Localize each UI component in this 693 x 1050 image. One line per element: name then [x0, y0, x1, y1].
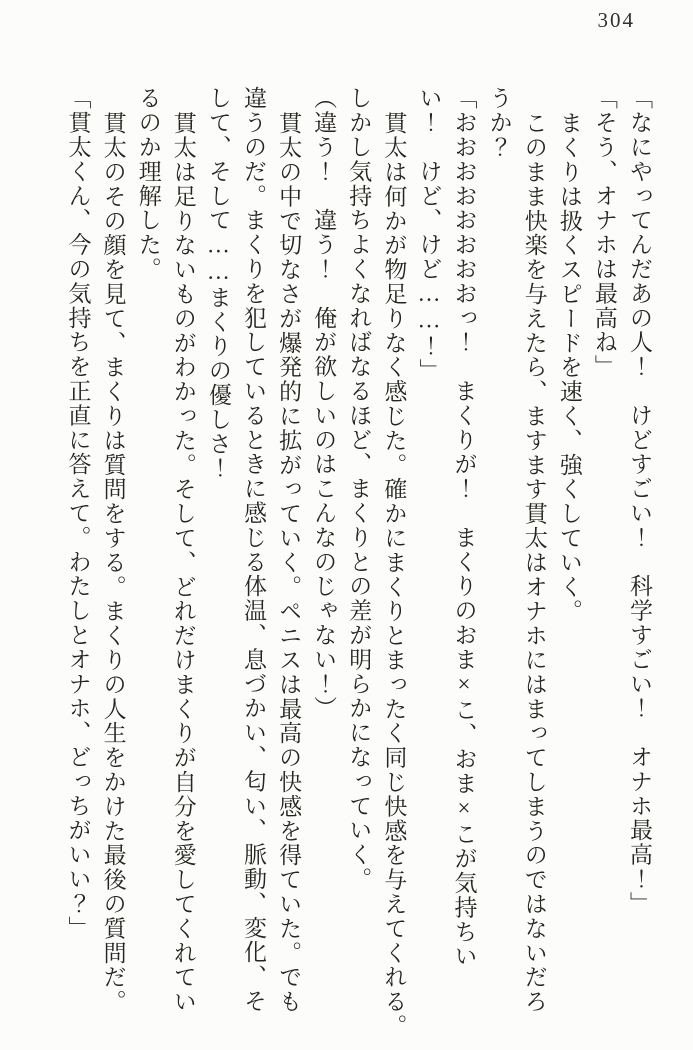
- text-line: 違うのだ。まくりを犯しているときに感じる体温、息づかい、匂い、脈動、変化、そ: [240, 86, 266, 1014]
- text-line: い！ けど、けど……！」: [416, 86, 442, 383]
- text-line: まくりは扱くスピードを速く、強くしていく。: [556, 110, 582, 623]
- text-line: 「貫太くん、今の気持ちを正直に答えて。わたしとオナホ、どっちがいい？」: [65, 86, 91, 940]
- text-line: るのか理解した。: [135, 86, 161, 282]
- text-line: 「なにやってんだあの人！ けどすごい！ 科学すごい！ オナホ最高！」: [627, 86, 652, 916]
- text-line: 貫太のその顔を見て、まくりは質問をする。まくりの人生をかけた最後の質問だ。: [100, 110, 126, 1014]
- text-line: 「そう、オナホは最高ね」: [591, 86, 617, 379]
- text-line: して、そして……まくりの優しさ！: [205, 86, 231, 481]
- text-line: 貫太の中で切なさが爆発的に拡がっていく。ペニスは最高の快感を得ていた。でも: [276, 110, 302, 1014]
- text-line: 貫太は足りないものがわかった。そして、どれだけまくりが自分を愛してくれてい: [170, 110, 196, 1014]
- text-line: このまま快楽を与えたら、ますます貫太はオナホにはまってしまうのではないだろ: [521, 110, 547, 1014]
- text-line: 「おおおおおおおおっ！ まくりが！ まくりのおま×こ、おま×こが気持ちい: [451, 86, 477, 969]
- text-line: うか？: [486, 86, 512, 160]
- text-line: 貫太は何かが物足りなく感じた。確かにまくりとまったく同じ快感を与えてくれる。: [381, 110, 407, 1038]
- page-number: 304: [597, 8, 635, 32]
- body-text: [59, 86, 657, 1038]
- text-line: しかし気持ちよくなればなるほど、まくりとの差が明らかになっていく。: [346, 86, 372, 892]
- text-line: （違う！ 違う！ 俺が欲しいのはこんなのじゃない！）: [311, 86, 337, 721]
